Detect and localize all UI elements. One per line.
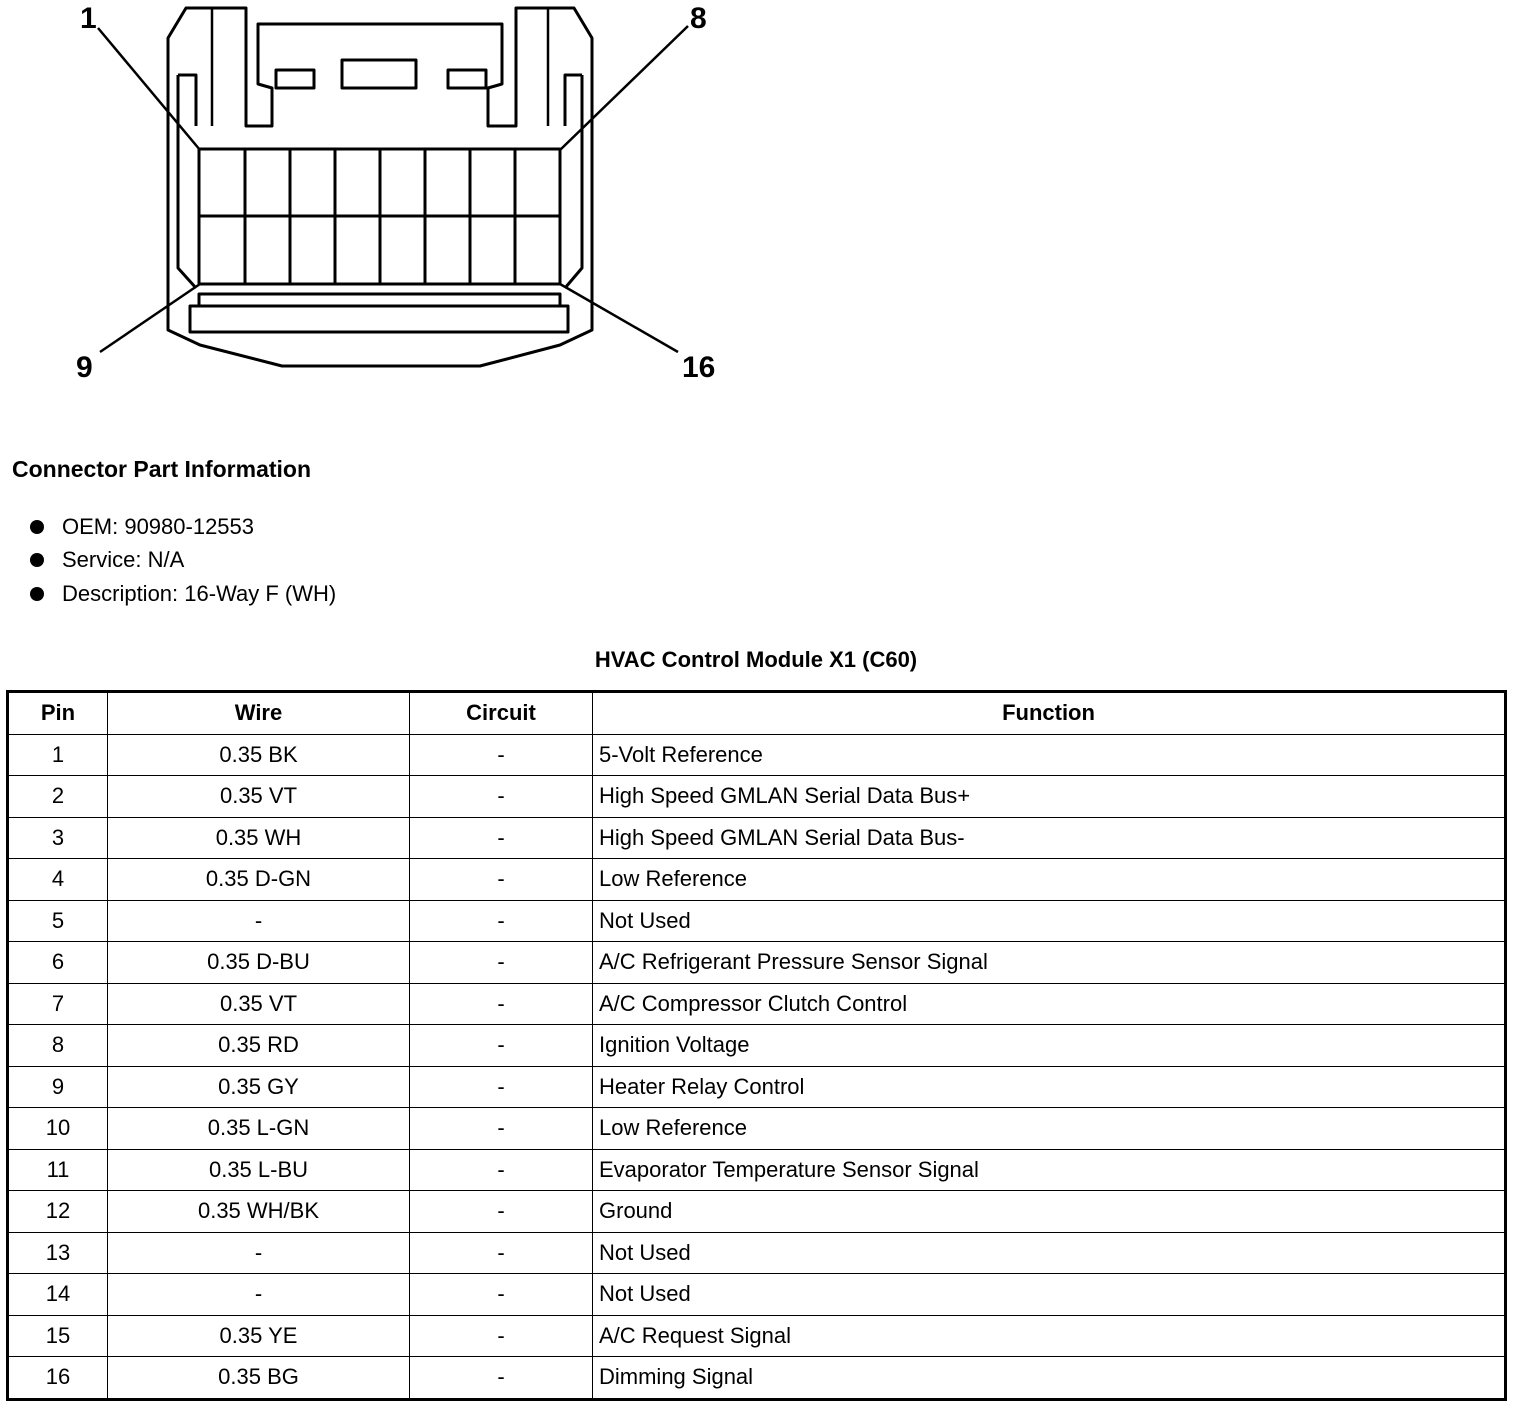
cell-function: Not Used bbox=[593, 1274, 1506, 1316]
table-row bbox=[8, 900, 1506, 942]
table-row bbox=[8, 1357, 1506, 1400]
cell-function: A/C Request Signal bbox=[593, 1315, 1506, 1357]
table-row bbox=[8, 859, 1506, 901]
cell-function: Evaporator Temperature Sensor Signal bbox=[593, 1149, 1506, 1191]
table-header-row bbox=[8, 692, 1506, 735]
cell-wire: 0.35 VT bbox=[108, 776, 410, 818]
info-item-description bbox=[30, 577, 336, 611]
leader-line-pin1 bbox=[98, 28, 200, 150]
cell-circuit: - bbox=[410, 1315, 593, 1357]
cell-circuit: - bbox=[410, 983, 593, 1025]
cell-pin: 10 bbox=[8, 1108, 108, 1150]
leader-line-pin9 bbox=[100, 284, 200, 352]
cell-circuit: - bbox=[410, 1066, 593, 1108]
cell-wire: 0.35 L-GN bbox=[108, 1108, 410, 1150]
cell-wire: 0.35 GY bbox=[108, 1066, 410, 1108]
cell-circuit: - bbox=[410, 817, 593, 859]
cell-function: Not Used bbox=[593, 900, 1506, 942]
lock-tab-right bbox=[448, 70, 486, 88]
cell-wire: - bbox=[108, 900, 410, 942]
table-row bbox=[8, 983, 1506, 1025]
info-item-service bbox=[30, 544, 336, 578]
callout-pin-8: 8 bbox=[690, 2, 707, 35]
pinout-table bbox=[6, 690, 1507, 1401]
table-row bbox=[8, 1149, 1506, 1191]
header-function: Function bbox=[593, 692, 1506, 735]
cell-circuit: - bbox=[410, 942, 593, 984]
cell-circuit: - bbox=[410, 859, 593, 901]
table-row bbox=[8, 1232, 1506, 1274]
callout-pin-16: 16 bbox=[682, 351, 716, 384]
table-caption: HVAC Control Module X1 (C60) bbox=[594, 647, 918, 672]
cell-wire: 0.35 RD bbox=[108, 1025, 410, 1067]
cell-pin: 6 bbox=[8, 942, 108, 984]
header-pin: Pin bbox=[8, 692, 108, 735]
cell-pin: 8 bbox=[8, 1025, 108, 1067]
cell-wire: 0.35 WH/BK bbox=[108, 1191, 410, 1233]
cell-pin: 1 bbox=[8, 734, 108, 776]
cell-wire: 0.35 YE bbox=[108, 1315, 410, 1357]
cell-function: Ground bbox=[593, 1191, 1506, 1233]
cell-function: Not Used bbox=[593, 1232, 1506, 1274]
cell-wire: 0.35 VT bbox=[108, 983, 410, 1025]
cell-circuit: - bbox=[410, 1025, 593, 1067]
info-item-text: Description: 16-Way F (WH) bbox=[62, 580, 337, 606]
cell-function: Dimming Signal bbox=[593, 1357, 1506, 1400]
cell-wire: 0.35 D-BU bbox=[108, 942, 410, 984]
cell-pin: 7 bbox=[8, 983, 108, 1025]
cell-function: A/C Compressor Clutch Control bbox=[593, 983, 1506, 1025]
cell-wire: 0.35 BK bbox=[108, 734, 410, 776]
table-row bbox=[8, 1315, 1506, 1357]
table-row bbox=[8, 1191, 1506, 1233]
cell-wire: 0.35 BG bbox=[108, 1357, 410, 1400]
cell-function: 5-Volt Reference bbox=[593, 734, 1506, 776]
table-row bbox=[8, 734, 1506, 776]
cell-circuit: - bbox=[410, 1274, 593, 1316]
cell-function: A/C Refrigerant Pressure Sensor Signal bbox=[593, 942, 1506, 984]
cell-pin: 16 bbox=[8, 1357, 108, 1400]
callout-pin-9: 9 bbox=[76, 351, 93, 384]
callout-pin-1: 1 bbox=[80, 2, 97, 35]
cell-circuit: - bbox=[410, 734, 593, 776]
cell-pin: 15 bbox=[8, 1315, 108, 1357]
keying-bar-lower bbox=[190, 306, 568, 332]
leader-line-pin16 bbox=[560, 284, 678, 352]
bullet-icon bbox=[30, 553, 44, 567]
cell-function: Low Reference bbox=[593, 859, 1506, 901]
info-item-text: Service: N/A bbox=[62, 547, 185, 573]
connector-face-diagram bbox=[0, 0, 740, 400]
cell-circuit: - bbox=[410, 1108, 593, 1150]
table-row bbox=[8, 942, 1506, 984]
cell-wire: 0.35 L-BU bbox=[108, 1149, 410, 1191]
cell-function: Heater Relay Control bbox=[593, 1066, 1506, 1108]
cell-function: Ignition Voltage bbox=[593, 1025, 1506, 1067]
cell-pin: 2 bbox=[8, 776, 108, 818]
cell-pin: 13 bbox=[8, 1232, 108, 1274]
cell-circuit: - bbox=[410, 1191, 593, 1233]
connector-part-info-title: Connector Part Information bbox=[12, 456, 312, 482]
table-row bbox=[8, 1066, 1506, 1108]
cell-wire: 0.35 D-GN bbox=[108, 859, 410, 901]
table-row bbox=[8, 776, 1506, 818]
table-row bbox=[8, 1108, 1506, 1150]
cell-wire: - bbox=[108, 1232, 410, 1274]
cell-function: High Speed GMLAN Serial Data Bus+ bbox=[593, 776, 1506, 818]
lock-tab-center bbox=[342, 60, 416, 88]
lock-tab-left bbox=[276, 70, 314, 88]
cell-wire: 0.35 WH bbox=[108, 817, 410, 859]
cell-wire: - bbox=[108, 1274, 410, 1316]
connector-part-info-list bbox=[30, 510, 336, 611]
info-item-text: OEM: 90980-12553 bbox=[62, 513, 255, 539]
cell-pin: 3 bbox=[8, 817, 108, 859]
header-circuit: Circuit bbox=[410, 692, 593, 735]
cell-circuit: - bbox=[410, 1357, 593, 1400]
cell-circuit: - bbox=[410, 900, 593, 942]
cell-pin: 5 bbox=[8, 900, 108, 942]
table-row bbox=[8, 1274, 1506, 1316]
cell-function: Low Reference bbox=[593, 1108, 1506, 1150]
table-row bbox=[8, 817, 1506, 859]
cell-circuit: - bbox=[410, 1149, 593, 1191]
header-wire: Wire bbox=[108, 692, 410, 735]
keying-bar-upper bbox=[199, 294, 560, 306]
cell-function: High Speed GMLAN Serial Data Bus- bbox=[593, 817, 1506, 859]
cell-pin: 14 bbox=[8, 1274, 108, 1316]
table-row bbox=[8, 1025, 1506, 1067]
cell-circuit: - bbox=[410, 1232, 593, 1274]
bullet-icon bbox=[30, 587, 44, 601]
leader-line-pin8 bbox=[560, 26, 688, 150]
cell-pin: 11 bbox=[8, 1149, 108, 1191]
cell-pin: 4 bbox=[8, 859, 108, 901]
cell-pin: 9 bbox=[8, 1066, 108, 1108]
cell-pin: 12 bbox=[8, 1191, 108, 1233]
info-item-oem bbox=[30, 510, 336, 544]
bullet-icon bbox=[30, 520, 44, 534]
cell-circuit: - bbox=[410, 776, 593, 818]
